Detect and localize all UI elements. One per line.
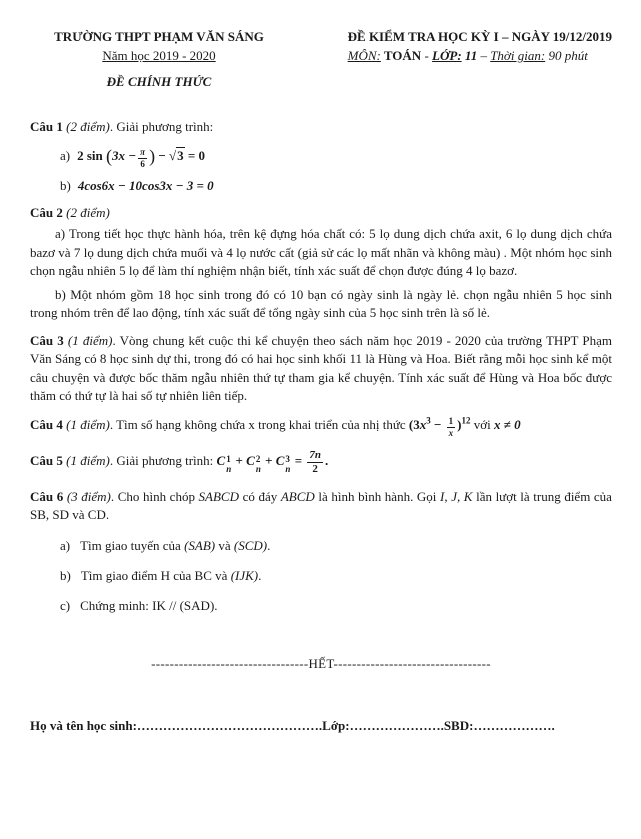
equation-1a-math [77, 145, 206, 169]
item-6c-label: c) [60, 597, 71, 613]
q5-C2: C [246, 453, 255, 468]
grade-value: 11 [461, 48, 478, 64]
radical-icon: √ [169, 147, 177, 163]
question-4-points: (1 điểm) [62, 417, 110, 432]
eq1a-fraction [138, 148, 147, 169]
q6c-text: Chứng minh: IK // (SAD). [80, 597, 218, 613]
question-6-paragraph [30, 488, 612, 524]
q4-fraction [447, 417, 456, 438]
q6-text-1: . Cho hình chóp [110, 489, 199, 505]
question-6b-item [60, 567, 612, 585]
end-of-exam-divider: ----------------------------------HẾT---------------------------------- [151, 656, 491, 672]
question-1-label: Câu 1 [30, 118, 63, 134]
q6b-text-1: Tìm giao điểm H của BC và [80, 567, 231, 583]
question-6-label: Câu 6 [30, 489, 64, 505]
question-6c-item [60, 597, 612, 615]
q5-C1-sub: n [226, 463, 232, 474]
item-6a-label: a) [60, 537, 71, 553]
q6-text-4: lần lượt là trung điểm của SB, SD và CD. [30, 489, 612, 523]
q4-exp1: 3 [426, 415, 431, 426]
question-2a-paragraph: a) Trong tiết học thực hành hóa, trên kệ đựng hóa chất có: 5 lọ dung dịch chứa axit, 6 lọ dung dịch chứa bazơ và 7 lọ dung dịch chứa muối và 4 lọ nước cất (giả sử các lọ mất nhãn và không màu) . Một nhóm học sinh chọn ngẫu nhiên 5 lọ để làm thí nghiệm nhận biết, tính xác suất để chọn được đúng 4 lọ bazơ. [30, 226, 612, 278]
equation-1a [30, 144, 612, 169]
q5-C3-sub: n [285, 463, 291, 474]
q4-frac-den: x [448, 428, 454, 439]
question-6-items [30, 537, 612, 616]
question-5-points: (1 điểm) [62, 453, 110, 468]
eq1a-radicand: 3 [177, 147, 184, 163]
question-4-math [408, 415, 471, 439]
time-value: 90 phút [545, 48, 588, 64]
q4-post: với [470, 417, 494, 432]
question-3-points: (1 điểm) [63, 333, 113, 349]
q6-text-2: có đáy [239, 489, 281, 505]
exam-title: ĐỀ KIỂM TRA HỌC KỲ I – NGÀY 19/12/2019 [347, 29, 612, 44]
q6a-text-1: Tìm giao tuyến của [80, 537, 185, 553]
q6b-math-ijk: (IJK) [230, 567, 259, 583]
q6-math-ijk: I, J, K [440, 489, 473, 505]
question-3-text: . Vòng chung kết cuộc thi kể chuyện theo sách năm học 2019 - 2020 của trường THPT Phạm Văn Sáng có 8 học sinh dự thi, trong đó có hai học sinh khối 11 là Hùng và Hoa. Biết rằng mỗi học sinh kể một câu chuyện và được bốc thăm ngẫu nhiên thứ tự tham gia kể chuyện. Tính xác suất để Hùng và Hoa bốc được thăm có thứ tự là hai số tự nhiên liên tiếp. [30, 333, 613, 403]
eq1a-rparen: ) [149, 145, 156, 166]
item-1a-label: a) [60, 147, 71, 163]
subject-sep2: – [477, 48, 491, 64]
q6b-text-2: . [258, 567, 262, 583]
q4-exp2: 12 [461, 415, 471, 426]
item-6b-label: b) [60, 567, 71, 583]
school-year-row [30, 46, 288, 65]
q5-C2-supsub [256, 455, 261, 475]
eq1a-end: = 0 [184, 147, 206, 163]
q5-plus1: + [232, 453, 247, 468]
question-5-label: Câu 5 [30, 453, 63, 468]
eq1a-lparen: ( [106, 145, 113, 166]
question-3-paragraph [30, 332, 612, 405]
q4-var: x [419, 417, 427, 432]
item-1b-label: b) [60, 177, 71, 193]
q5-C3: C [275, 453, 285, 468]
question-6a-item [60, 537, 612, 555]
exam-info-block [348, 28, 612, 65]
question-1-points: (2 điểm) [62, 118, 110, 134]
student-name-line: Họ và tên học sinh:…………………………………….Lớp:………………….SBD:………………. [30, 718, 555, 734]
eq1a-frac-num: π [140, 146, 146, 157]
q4-open: (3 [408, 417, 420, 432]
q5-C2-sup: 2 [255, 453, 261, 464]
q5-C1: C [216, 453, 226, 468]
eq1a-pre: 2 sin [77, 147, 103, 163]
q6a-text-2: và [215, 537, 234, 553]
official-exam-stamp: ĐỀ CHÍNH THỨC [106, 74, 212, 90]
equation-1b-math: 4cos6x − 10cos3x − 3 = 0 [77, 177, 214, 193]
school-year: Năm học 2019 - 2020 [102, 48, 216, 64]
school-name: TRƯỜNG THPT PHẠM VĂN SÁNG [54, 29, 264, 44]
subject-line [348, 47, 612, 65]
grade-label: LỚP: [432, 48, 462, 64]
q5-C2-sub: n [255, 463, 261, 474]
question-5-paragraph [30, 450, 612, 475]
q4-minus: − [430, 417, 445, 432]
eq1a-frac-den: 6 [140, 158, 145, 169]
subject-label: MÔN: [347, 48, 381, 64]
q5-equals: = [291, 453, 306, 468]
subject-sep1: - [421, 48, 433, 64]
q5-frac-num: 7n [309, 449, 321, 462]
question-4-label: Câu 4 [30, 417, 63, 432]
school-block [30, 28, 288, 92]
question-4-paragraph [30, 416, 612, 438]
q6-math-abcd: ABCD [280, 489, 315, 505]
q5-C1-sup: 1 [226, 453, 231, 464]
q6a-math-sab: (SAB) [184, 537, 216, 553]
question-1-intro: . Giải phương trình: [109, 118, 214, 134]
question-4-text: . Tìm số hạng không chứa x trong khai triển của nhị thức [109, 417, 409, 432]
question-2b-paragraph: b) Một nhóm gồm 18 học sinh trong đó có 10 bạn có ngày sinh là ngày lẻ. chọn ngẫu nhiên 5 học sinh trong nhóm trên để lao động, tính xác suất để tổng ngày sinh của 5 học sinh trên là số lẻ. [30, 286, 612, 321]
q5-fraction [307, 450, 323, 475]
q5-C1-supsub [226, 455, 231, 475]
question-5-math [216, 449, 329, 476]
equation-1b [30, 177, 612, 195]
q5-dot: . [324, 453, 329, 468]
q6-math-sabcd: SABCD [198, 489, 239, 505]
document-header [30, 28, 612, 92]
time-label: Thời gian: [490, 48, 546, 64]
subject-value: TOÁN [380, 48, 422, 64]
question-3-label: Câu 3 [30, 333, 64, 349]
q6a-math-scd: (SCD) [233, 537, 268, 553]
q5-C3-supsub [285, 455, 290, 475]
question-2-label: Câu 2 [30, 205, 63, 221]
q4-close: ) [457, 417, 462, 432]
q5-C3-sup: 3 [285, 453, 290, 464]
eq1a-inner: 3x − [112, 147, 137, 163]
eq1a-minus: − [155, 147, 169, 163]
q6-text-3: là hình bình hành. Gọi [314, 489, 441, 505]
question-5-text: . Giải phương trình: [109, 453, 217, 468]
q4-frac-num: 1 [448, 416, 454, 427]
question-2-heading [30, 204, 612, 222]
q5-frac-den: 2 [312, 463, 318, 476]
q4-condition: x ≠ 0 [494, 417, 521, 432]
question-6-points: (3 điểm) [63, 489, 111, 505]
question-1-heading [30, 118, 612, 136]
q6a-text-3: . [267, 537, 271, 553]
q5-plus2: + [261, 453, 276, 468]
question-2-points: (2 điểm) [62, 205, 110, 221]
